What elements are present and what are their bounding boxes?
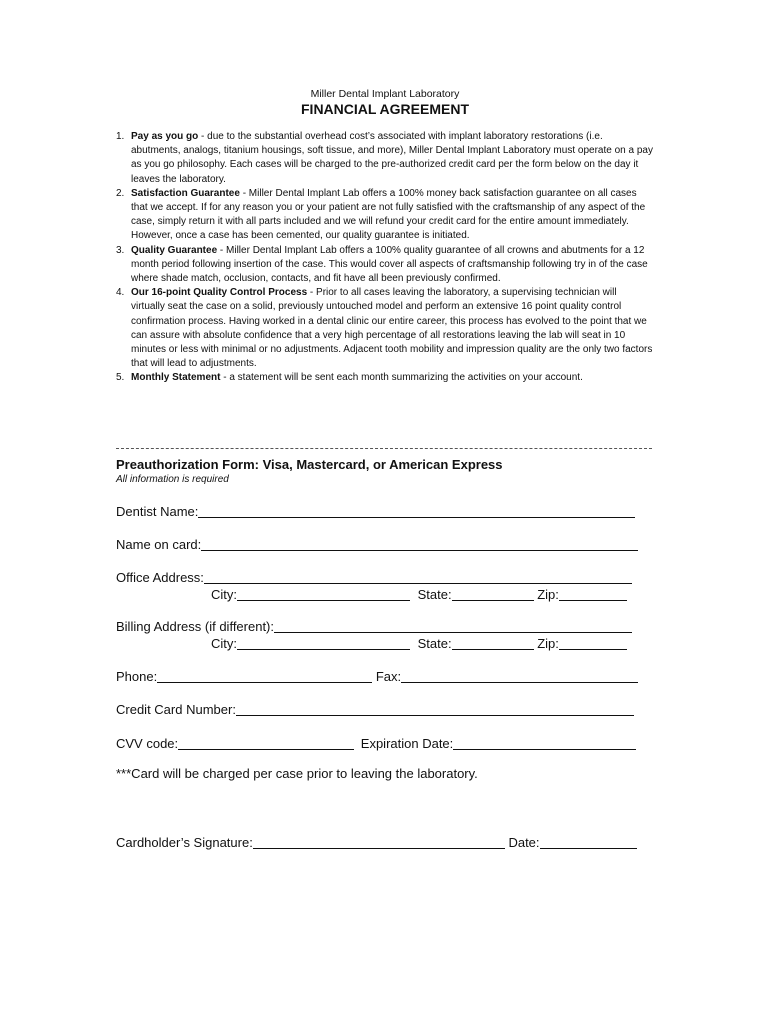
office-city-label: City: <box>211 587 237 602</box>
date-field[interactable] <box>540 834 637 849</box>
term-item <box>116 244 653 287</box>
billing-zip-label: Zip: <box>537 636 559 651</box>
expiration-field[interactable] <box>453 735 636 750</box>
billing-address-label: Billing Address (if different): <box>116 619 274 634</box>
term-text: - due to the substantial overhead cost’s associated with implant laboratory restorations (i.e. abutments, analogs, titanium housings, soft tissue, and more), Miller Dental Implant Laboratory must operate on a pay as you go philosophy. Each cases will be charged to the pre-authorized credit card per the form below on the day it leaves the laboratory. <box>131 131 653 185</box>
term-title: Quality Guarantee <box>131 244 218 256</box>
office-zip-label: Zip: <box>537 587 559 602</box>
terms-list <box>116 130 653 386</box>
document-title: FINANCIAL AGREEMENT <box>301 101 469 117</box>
billing-address-row <box>116 616 632 634</box>
office-zip-field[interactable] <box>559 586 627 601</box>
billing-city-field[interactable] <box>237 635 410 650</box>
cvv-expiration-row <box>116 733 636 751</box>
office-address-row <box>116 567 632 585</box>
form-heading: Preauthorization Form: Visa, Mastercard, or American Express <box>116 457 503 472</box>
name-on-card-row <box>116 534 638 552</box>
billing-address-field[interactable] <box>274 618 632 633</box>
office-city-field[interactable] <box>237 586 410 601</box>
term-item <box>116 371 653 385</box>
term-text: - Prior to all cases leaving the laboratory, a supervising technician will virtually seat the case on a solid, previously untouched model and perform an extensive 16 point quality control confirmation process. Having worked in a dental clinic our entire career, this process has evolved to the point that we can assure with absolute confidence that a very high percentage of all restorations leaving the lab will seat in 10 minutes or less with minimal or no adjustments. Adjacent tooth mobility and impression quality are the only two factors that will lead to adjustments. <box>131 287 653 370</box>
office-address-field[interactable] <box>204 569 632 584</box>
billing-state-label: State: <box>417 636 452 651</box>
term-item <box>116 187 653 244</box>
credit-card-field[interactable] <box>236 701 634 716</box>
dentist-name-label: Dentist Name: <box>116 504 199 519</box>
cvv-field[interactable] <box>178 735 354 750</box>
term-title: Monthly Statement <box>131 372 221 384</box>
phone-label: Phone: <box>116 669 158 684</box>
signature-field[interactable] <box>253 834 505 849</box>
term-item <box>116 130 653 187</box>
billing-city-label: City: <box>211 636 237 651</box>
term-number: 5. <box>116 372 125 384</box>
term-title: Our 16-point Quality Control Process <box>131 287 308 299</box>
name-on-card-label: Name on card: <box>116 537 202 552</box>
phone-field[interactable] <box>157 668 372 683</box>
billing-zip-field[interactable] <box>559 635 627 650</box>
office-city-state-zip-row <box>211 584 627 602</box>
dentist-name-field[interactable] <box>198 503 635 518</box>
dashed-divider <box>116 448 652 449</box>
term-number: 2. <box>116 187 125 199</box>
billing-state-field[interactable] <box>452 635 534 650</box>
term-title: Pay as you go <box>131 131 199 142</box>
billing-city-state-zip-row <box>211 633 627 651</box>
signature-date-row <box>116 832 637 850</box>
office-state-field[interactable] <box>452 586 534 601</box>
expiration-label: Expiration Date: <box>360 736 454 751</box>
term-title: Satisfaction Guarantee <box>131 187 240 199</box>
office-state-label: State: <box>417 587 452 602</box>
office-address-label: Office Address: <box>116 570 204 585</box>
term-text: - a statement will be sent each month summarizing the activities on your account. <box>220 372 583 384</box>
date-label: Date: <box>508 835 540 850</box>
name-on-card-field[interactable] <box>201 536 638 551</box>
charge-note: ***Card will be charged per case prior to leaving the laboratory. <box>116 766 478 781</box>
signature-label: Cardholder’s Signature: <box>116 835 253 850</box>
lab-name: Miller Dental Implant Laboratory <box>310 88 460 100</box>
credit-card-row <box>116 699 634 717</box>
dentist-name-row <box>116 501 635 519</box>
fax-label: Fax: <box>375 669 402 684</box>
phone-fax-row <box>116 666 638 684</box>
term-item <box>116 286 653 371</box>
term-text: - Miller Dental Implant Lab offers a 100% quality guarantee of all crowns and abutments for a 12 month period following insertion of the case. This would cover all aspects of craftsmanship following try in of the case where shade match, occlusion, contacts, and fit have all been previously confirmed. <box>131 244 648 285</box>
credit-card-label: Credit Card Number: <box>116 702 236 717</box>
term-text: - Miller Dental Implant Lab offers a 100% money back satisfaction guarantee on all cases that we accept. If for any reason you or your patient are not fully satisfied with the craftsmanship of any aspect of the case, simply return it with all parts included and we will refund your credit card for the entire amount immediately. However, once a case has been cemented, our quality guarantee is initiated. <box>131 187 646 242</box>
form-subheading: All information is required <box>116 474 229 485</box>
term-number: 4. <box>116 287 125 299</box>
term-number: 1. <box>116 131 125 142</box>
term-number: 3. <box>116 244 125 256</box>
fax-field[interactable] <box>401 668 638 683</box>
cvv-label: CVV code: <box>116 736 179 751</box>
